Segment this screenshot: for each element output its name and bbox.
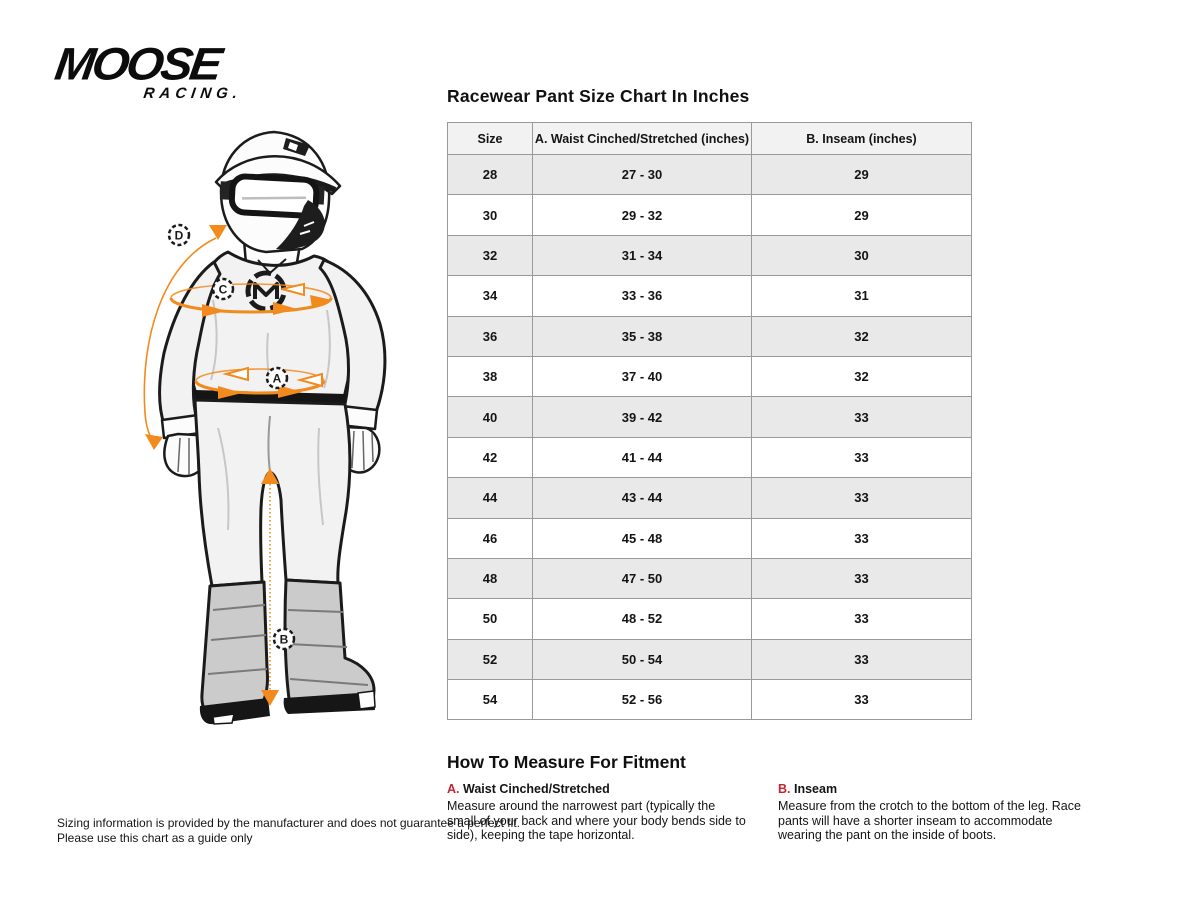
size-table-cell: 42 [448,437,533,477]
size-table-cell: 33 [752,437,972,477]
size-table-cell: 33 [752,599,972,639]
size-table-row [448,478,972,518]
disclaimer-line-1: Sizing information is provided by the manufacturer and does not guarantee a perfect fit. [57,816,520,830]
size-table-cell: 52 - 56 [533,680,752,720]
size-table-cell: 43 - 44 [533,478,752,518]
size-chart-title: Racewear Pant Size Chart In Inches [447,86,750,106]
size-table-cell: 28 [448,155,533,195]
size-table [447,122,972,720]
size-table-cell: 33 [752,518,972,558]
size-table-cell: 45 - 48 [533,518,752,558]
size-table-cell: 29 [752,155,972,195]
how-to-measure-section [447,752,1127,862]
size-table-cell: 44 [448,478,533,518]
size-table-cell: 38 [448,356,533,396]
size-table-cell: 52 [448,639,533,679]
disclaimer-line-2: Please use this chart as a guide only [57,830,253,845]
size-table-body [448,155,972,720]
moose-racing-logo [52,40,252,102]
size-table-cell: 40 [448,397,533,437]
size-table-row [448,680,972,720]
size-table-header-row [448,123,972,155]
size-table-cell: 50 - 54 [533,639,752,679]
size-table-cell: 33 [752,680,972,720]
size-table-row [448,356,972,396]
size-table-cell: 27 - 30 [533,155,752,195]
size-table-cell: 32 [448,235,533,275]
size-table-cell: 31 - 34 [533,235,752,275]
size-table-row [448,437,972,477]
howto-item-inseam [778,782,1094,843]
logo-brand-text: MOOSE [51,39,223,90]
size-table-row [448,316,972,356]
size-table-cell: 33 [752,478,972,518]
size-table-cell: 30 [448,195,533,235]
size-table-cell: 33 [752,639,972,679]
size-table-cell: 48 [448,558,533,598]
howto-waist-name: Waist Cinched/Stretched [462,782,610,796]
size-table-row [448,599,972,639]
label-d: D [174,228,184,243]
label-b: B [279,632,289,647]
disclaimer-text [57,816,520,846]
size-table-cell: 33 [752,558,972,598]
size-table-cell: 37 - 40 [533,356,752,396]
size-table-cell: 31 [752,276,972,316]
size-table-cell: 32 [752,356,972,396]
size-table-cell: 41 - 44 [533,437,752,477]
size-table-cell: 54 [448,680,533,720]
size-table-cell: 34 [448,276,533,316]
logo-sub-text: RACING. [142,85,244,102]
howto-waist-description: Measure around the narrowest part (typically the small of your back and where your body bends side to side), keeping the tape horizontal. [447,799,746,843]
rider-left-boot [200,582,270,724]
size-table-row [448,276,972,316]
size-chart-section [447,86,975,720]
how-to-measure-title: How To Measure For Fitment [447,752,686,772]
howto-inseam-name: Inseam [793,782,838,796]
size-table-cell: 33 - 36 [533,276,752,316]
rider-right-boot [284,580,375,714]
size-table-row [448,518,972,558]
size-table-cell: 29 [752,195,972,235]
size-table-cell: 32 [752,316,972,356]
size-table-row [448,155,972,195]
size-table-cell: 33 [752,397,972,437]
howto-inseam-description: Measure from the crotch to the bottom of the leg. Race pants will have a shorter inseam to accommodate wearing the pant on the inside of boots. [778,799,1081,843]
size-table-cell: 36 [448,316,533,356]
size-table-cell: 30 [752,235,972,275]
size-table-row [448,558,972,598]
column-header-inseam: B. Inseam (inches) [752,123,972,155]
howto-inseam-heading [778,782,1094,796]
rider-helmet [216,132,340,252]
rider-pants [195,400,350,586]
size-table-cell: 29 - 32 [533,195,752,235]
size-table-cell: 39 - 42 [533,397,752,437]
label-a: A [272,371,282,386]
howto-waist-heading [447,782,747,796]
size-table-row [448,639,972,679]
size-table-cell: 50 [448,599,533,639]
size-table-cell: 35 - 38 [533,316,752,356]
column-header-size: Size [448,123,533,155]
size-table-cell: 48 - 52 [533,599,752,639]
rider-measurement-illustration [118,128,420,762]
howto-inseam-letter: B. [778,782,791,796]
column-header-waist: A. Waist Cinched/Stretched (inches) [533,123,752,155]
size-table-row [448,235,972,275]
size-table-cell: 46 [448,518,533,558]
size-table-row [448,195,972,235]
size-table-row [448,397,972,437]
label-c: C [218,282,228,297]
size-table-cell: 47 - 50 [533,558,752,598]
howto-waist-letter: A. [447,782,460,796]
